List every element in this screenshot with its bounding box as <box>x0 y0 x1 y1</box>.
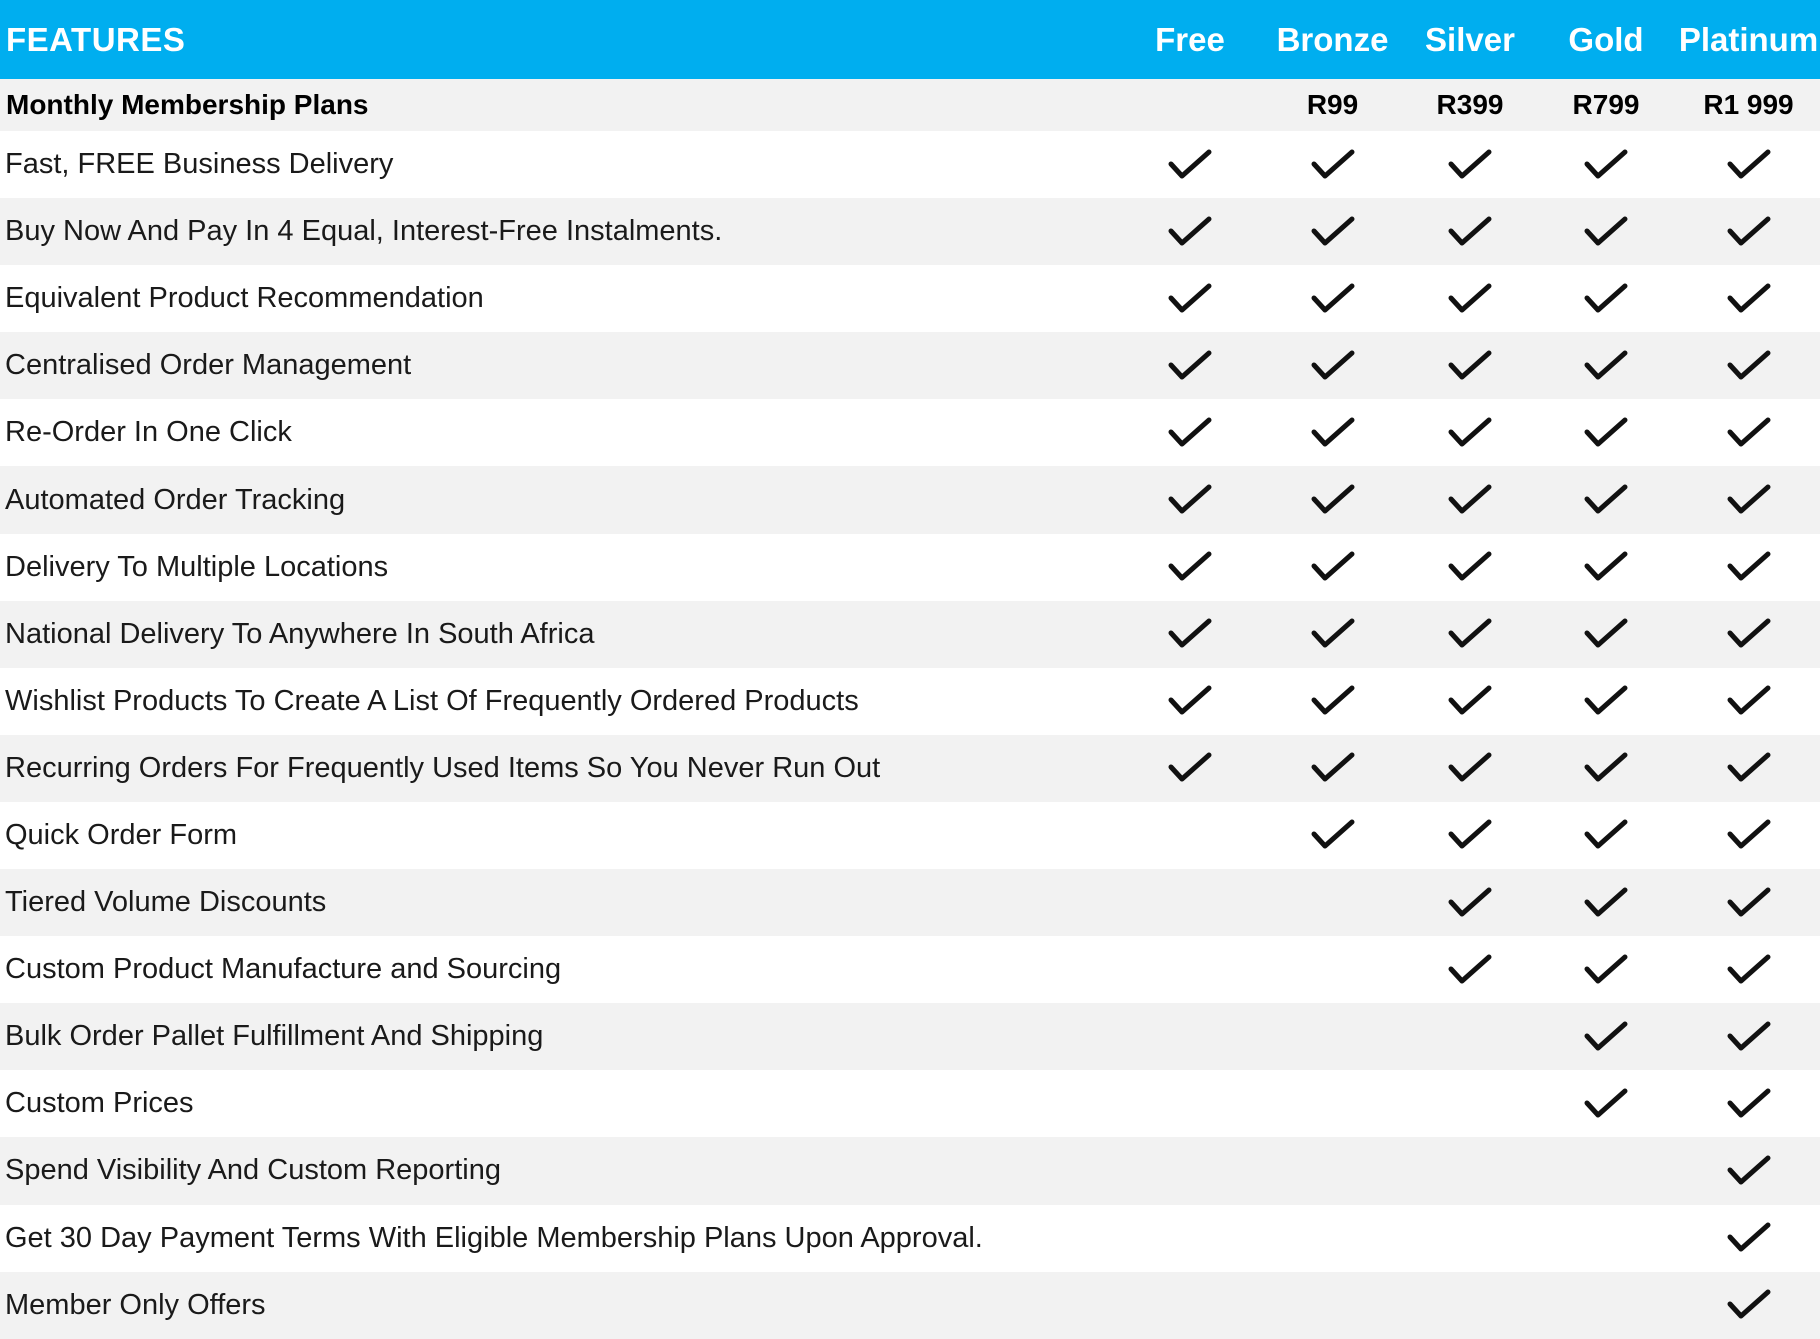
feature-label: Get 30 Day Payment Terms With Eligible Membership Plans Upon Approval. <box>5 1221 983 1254</box>
checkmark-icon <box>1726 1087 1772 1121</box>
checkmark-icon <box>1447 818 1493 852</box>
tier-heading-platinum: Platinum <box>1678 20 1819 58</box>
table-row <box>0 534 1820 601</box>
tier-cell-silver <box>1405 1003 1535 1070</box>
checkmark-icon <box>1167 684 1213 718</box>
table-row <box>0 1137 1820 1204</box>
tier-cell-silver <box>1405 466 1535 533</box>
tier-cell-silver <box>1405 668 1535 735</box>
checkmark-icon <box>1726 953 1772 987</box>
checkmark-icon <box>1167 282 1213 316</box>
checkmark-icon <box>1583 886 1629 920</box>
feature-label: Custom Product Manufacture and Sourcing <box>5 953 562 986</box>
feature-label: Quick Order Form <box>5 818 238 851</box>
tier-cell-free <box>1120 332 1260 399</box>
checkmark-icon <box>1726 148 1772 182</box>
tier-cell-silver <box>1405 1070 1535 1137</box>
feature-label: National Delivery To Anywhere In South Africa <box>5 617 595 650</box>
tier-cell-gold <box>1535 735 1677 802</box>
tier-cell-silver <box>1405 534 1535 601</box>
tier-cell-platinum <box>1677 198 1820 265</box>
feature-label: Tiered Volume Discounts <box>5 886 327 919</box>
tier-cell-platinum <box>1677 534 1820 601</box>
tier-cell-free <box>1120 668 1260 735</box>
tier-cell-gold <box>1535 131 1677 198</box>
checkmark-icon <box>1310 684 1356 718</box>
tier-cell-platinum <box>1677 1205 1820 1272</box>
feature-label: Re-Order In One Click <box>5 416 292 449</box>
checkmark-icon <box>1167 215 1213 249</box>
checkmark-icon <box>1583 1087 1629 1121</box>
table-row <box>0 1272 1820 1339</box>
feature-label: Member Only Offers <box>5 1288 266 1321</box>
checkmark-icon <box>1726 282 1772 316</box>
checkmark-icon <box>1310 148 1356 182</box>
tier-cell-silver <box>1405 198 1535 265</box>
tier-cell-bronze <box>1260 534 1405 601</box>
checkmark-icon <box>1167 416 1213 450</box>
checkmark-icon <box>1447 751 1493 785</box>
checkmark-icon <box>1310 550 1356 584</box>
checkmark-icon <box>1310 416 1356 450</box>
feature-label: Bulk Order Pallet Fulfillment And Shipping <box>5 1020 544 1053</box>
tier-cell-free <box>1120 198 1260 265</box>
table-row <box>0 131 1820 198</box>
tier-cell-free <box>1120 869 1260 936</box>
tier-cell-gold <box>1535 534 1677 601</box>
table-row <box>0 936 1820 1003</box>
tier-cell-gold <box>1535 198 1677 265</box>
tier-cell-bronze <box>1260 332 1405 399</box>
checkmark-icon <box>1167 483 1213 517</box>
tier-cell-silver <box>1405 1272 1535 1339</box>
tier-cell-silver <box>1405 869 1535 936</box>
feature-label: Fast, FREE Business Delivery <box>5 148 394 181</box>
tier-cell-platinum <box>1677 1070 1820 1137</box>
checkmark-icon <box>1583 818 1629 852</box>
tier-cell-gold <box>1535 466 1677 533</box>
price-bronze: R99 <box>1306 89 1359 120</box>
tier-cell-free <box>1120 802 1260 869</box>
feature-label: Buy Now And Pay In 4 Equal, Interest-Free Instalments. <box>5 215 723 248</box>
tier-cell-gold <box>1535 332 1677 399</box>
tier-cell-free <box>1120 399 1260 466</box>
tier-cell-bronze <box>1260 265 1405 332</box>
feature-label: Recurring Orders For Frequently Used Items So You Never Run Out <box>5 751 881 784</box>
tier-cell-gold <box>1535 1205 1677 1272</box>
tier-cell-platinum <box>1677 1137 1820 1204</box>
tier-cell-bronze <box>1260 668 1405 735</box>
tier-cell-platinum <box>1677 802 1820 869</box>
monthly-plans-row <box>0 79 1820 131</box>
price-platinum: R1 999 <box>1703 89 1794 120</box>
tier-cell-gold <box>1535 399 1677 466</box>
tier-cell-platinum <box>1677 668 1820 735</box>
checkmark-icon <box>1726 818 1772 852</box>
tier-heading-gold: Gold <box>1568 20 1644 58</box>
table-row <box>0 399 1820 466</box>
feature-label: Custom Prices <box>5 1087 194 1120</box>
price-gold: R799 <box>1572 89 1640 120</box>
tier-cell-platinum <box>1677 1272 1820 1339</box>
checkmark-icon <box>1726 416 1772 450</box>
tier-cell-free <box>1120 1272 1260 1339</box>
checkmark-icon <box>1726 483 1772 517</box>
checkmark-icon <box>1726 1020 1772 1054</box>
checkmark-icon <box>1447 416 1493 450</box>
tier-cell-bronze <box>1260 466 1405 533</box>
tier-cell-platinum <box>1677 735 1820 802</box>
tier-cell-free <box>1120 131 1260 198</box>
feature-label: Equivalent Product Recommendation <box>5 282 484 315</box>
feature-label: Automated Order Tracking <box>5 483 346 516</box>
checkmark-icon <box>1726 751 1772 785</box>
feature-label: Centralised Order Management <box>5 349 412 382</box>
tier-cell-platinum <box>1677 265 1820 332</box>
tier-cell-free <box>1120 735 1260 802</box>
tier-cell-silver <box>1405 399 1535 466</box>
checkmark-icon <box>1726 684 1772 718</box>
checkmark-icon <box>1167 751 1213 785</box>
tier-cell-platinum <box>1677 869 1820 936</box>
checkmark-icon <box>1583 483 1629 517</box>
table-row <box>0 1205 1820 1272</box>
checkmark-icon <box>1310 282 1356 316</box>
tier-cell-free <box>1120 1070 1260 1137</box>
tier-cell-silver <box>1405 265 1535 332</box>
tier-cell-bronze <box>1260 1137 1405 1204</box>
checkmark-icon <box>1167 148 1213 182</box>
tier-cell-silver <box>1405 735 1535 802</box>
tier-cell-platinum <box>1677 1003 1820 1070</box>
tier-cell-platinum <box>1677 936 1820 1003</box>
tier-cell-free <box>1120 1137 1260 1204</box>
checkmark-icon <box>1310 751 1356 785</box>
checkmark-icon <box>1447 617 1493 651</box>
table-row <box>0 735 1820 802</box>
checkmark-icon <box>1447 148 1493 182</box>
checkmark-icon <box>1726 215 1772 249</box>
table-row <box>0 466 1820 533</box>
tier-heading-bronze: Bronze <box>1276 20 1389 58</box>
tier-cell-silver <box>1405 131 1535 198</box>
checkmark-icon <box>1583 1020 1629 1054</box>
tier-cell-bronze <box>1260 399 1405 466</box>
feature-label: Spend Visibility And Custom Reporting <box>5 1154 501 1187</box>
tier-cell-gold <box>1535 265 1677 332</box>
tier-cell-bronze <box>1260 869 1405 936</box>
tier-cell-free <box>1120 936 1260 1003</box>
checkmark-icon <box>1726 1288 1772 1322</box>
checkmark-icon <box>1310 483 1356 517</box>
tier-cell-bronze <box>1260 131 1405 198</box>
checkmark-icon <box>1310 349 1356 383</box>
checkmark-icon <box>1447 215 1493 249</box>
table-row <box>0 802 1820 869</box>
table-row <box>0 1003 1820 1070</box>
tier-cell-bronze <box>1260 1070 1405 1137</box>
checkmark-icon <box>1726 886 1772 920</box>
checkmark-icon <box>1726 550 1772 584</box>
tier-cell-free <box>1120 1205 1260 1272</box>
checkmark-icon <box>1726 1221 1772 1255</box>
tier-cell-bronze <box>1260 198 1405 265</box>
tier-cell-free <box>1120 265 1260 332</box>
tier-cell-silver <box>1405 332 1535 399</box>
checkmark-icon <box>1583 416 1629 450</box>
tier-cell-bronze <box>1260 1272 1405 1339</box>
table-row <box>0 668 1820 735</box>
tier-cell-platinum <box>1677 332 1820 399</box>
tier-cell-platinum <box>1677 466 1820 533</box>
tier-cell-silver <box>1405 936 1535 1003</box>
features-heading: FEATURES <box>6 20 186 58</box>
feature-label: Delivery To Multiple Locations <box>5 550 389 583</box>
checkmark-icon <box>1310 617 1356 651</box>
table-row <box>0 332 1820 399</box>
tier-cell-gold <box>1535 1272 1677 1339</box>
tier-cell-free <box>1120 601 1260 668</box>
checkmark-icon <box>1583 550 1629 584</box>
checkmark-icon <box>1447 282 1493 316</box>
checkmark-icon <box>1583 751 1629 785</box>
tier-cell-free <box>1120 1003 1260 1070</box>
tier-cell-gold <box>1535 601 1677 668</box>
tier-cell-silver <box>1405 1137 1535 1204</box>
tier-cell-gold <box>1535 869 1677 936</box>
checkmark-icon <box>1310 818 1356 852</box>
tier-heading-free: Free <box>1155 20 1225 58</box>
checkmark-icon <box>1447 483 1493 517</box>
tier-cell-gold <box>1535 936 1677 1003</box>
table-row <box>0 1070 1820 1137</box>
tier-cell-free <box>1120 534 1260 601</box>
checkmark-icon <box>1167 349 1213 383</box>
checkmark-icon <box>1583 282 1629 316</box>
price-silver: R399 <box>1436 89 1504 120</box>
table-row <box>0 198 1820 265</box>
checkmark-icon <box>1310 215 1356 249</box>
tier-cell-bronze <box>1260 735 1405 802</box>
tier-cell-bronze <box>1260 936 1405 1003</box>
tier-cell-silver <box>1405 802 1535 869</box>
checkmark-icon <box>1726 349 1772 383</box>
checkmark-icon <box>1726 1154 1772 1188</box>
tier-cell-bronze <box>1260 1003 1405 1070</box>
checkmark-icon <box>1583 148 1629 182</box>
checkmark-icon <box>1726 617 1772 651</box>
feature-rows <box>0 131 1820 1339</box>
checkmark-icon <box>1447 684 1493 718</box>
checkmark-icon <box>1447 349 1493 383</box>
table-row <box>0 601 1820 668</box>
tier-cell-gold <box>1535 802 1677 869</box>
tier-cell-free <box>1120 466 1260 533</box>
table-row <box>0 869 1820 936</box>
tier-cell-silver <box>1405 601 1535 668</box>
tier-cell-gold <box>1535 668 1677 735</box>
tier-cell-platinum <box>1677 601 1820 668</box>
checkmark-icon <box>1447 550 1493 584</box>
checkmark-icon <box>1447 953 1493 987</box>
tier-heading-silver: Silver <box>1425 20 1515 58</box>
checkmark-icon <box>1583 953 1629 987</box>
table-header <box>0 0 1820 79</box>
tier-cell-gold <box>1535 1003 1677 1070</box>
table-row <box>0 265 1820 332</box>
checkmark-icon <box>1583 349 1629 383</box>
checkmark-icon <box>1167 550 1213 584</box>
tier-cell-bronze <box>1260 601 1405 668</box>
monthly-plans-label: Monthly Membership Plans <box>6 89 369 120</box>
tier-cell-bronze <box>1260 802 1405 869</box>
checkmark-icon <box>1583 617 1629 651</box>
tier-cell-gold <box>1535 1070 1677 1137</box>
feature-label: Wishlist Products To Create A List Of Frequently Ordered Products <box>5 684 859 717</box>
checkmark-icon <box>1583 215 1629 249</box>
tier-cell-platinum <box>1677 399 1820 466</box>
checkmark-icon <box>1583 684 1629 718</box>
checkmark-icon <box>1447 886 1493 920</box>
tier-cell-bronze <box>1260 1205 1405 1272</box>
checkmark-icon <box>1167 617 1213 651</box>
tier-cell-silver <box>1405 1205 1535 1272</box>
tier-cell-platinum <box>1677 131 1820 198</box>
tier-cell-gold <box>1535 1137 1677 1204</box>
